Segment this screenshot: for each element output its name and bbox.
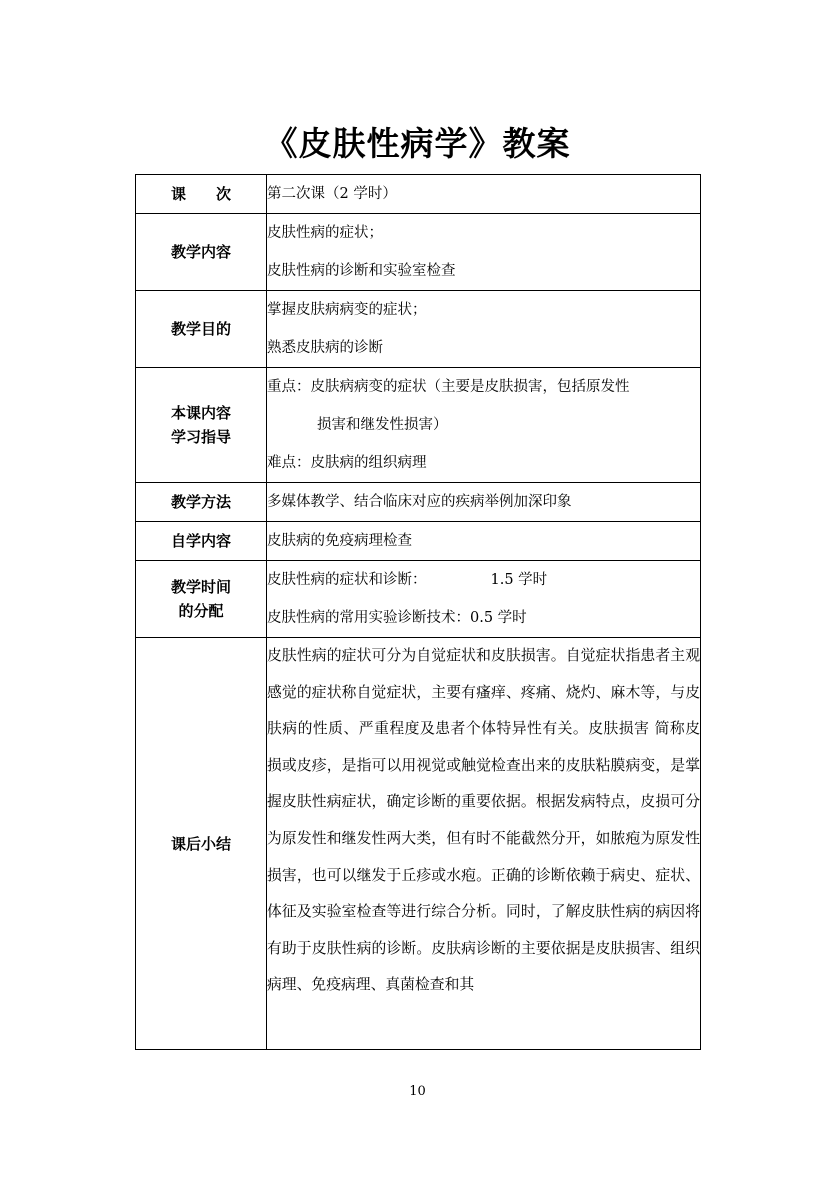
time-item-1-value: 1.5 学时: [490, 572, 548, 588]
value-content: [267, 214, 701, 291]
value-summary: [267, 638, 701, 1050]
row-summary: [136, 638, 701, 1050]
time-item-1-text: 皮肤性病的症状和诊断：: [267, 572, 427, 588]
value-time: [267, 561, 701, 638]
row-time: [136, 561, 701, 638]
label-lesson: [136, 175, 267, 214]
row-goal: [136, 291, 701, 368]
label-goal: 教学目的: [136, 291, 267, 368]
value-lesson: [267, 175, 701, 214]
label-lesson-text: 课次: [170, 185, 261, 203]
row-self-study: [136, 522, 701, 561]
row-guide: [136, 368, 701, 483]
label-method: 教学方法: [136, 483, 267, 522]
label-self-study: 自学内容: [136, 522, 267, 561]
guide-difficulty: 难点：皮肤病的组织病理: [267, 455, 427, 471]
label-time: [136, 561, 267, 638]
self-study-value-text: 皮肤病的免疫病理检查: [267, 533, 412, 549]
time-item-1: [267, 561, 700, 599]
label-summary: 课后小结: [136, 638, 267, 1050]
row-method: [136, 483, 701, 522]
label-time-line-2: 的分配: [178, 602, 224, 620]
guide-key-line-2: 损害和继发性损害）: [317, 417, 448, 433]
value-guide: [267, 368, 701, 483]
label-guide-line-1: 本课内容: [170, 404, 231, 422]
value-goal: [267, 291, 701, 368]
summary-paragraph: 皮肤性病的症状可分为自觉症状和皮肤损害。自觉症状指患者主观感觉的症状称自觉症状，主要有瘙痒、疼痛、烧灼、麻木等，与皮肤病的性质、严重程度及患者个体特异性有关。皮肤损害 简称皮损或皮疹，是指可以用视觉或触觉检查出来的皮肤粘膜病变，是掌握皮肤性病症状，确定诊断的重要依据。根据发病特点，皮损可分为原发性和继发性两大类，但有时不能截然分开，如脓疱为原发性损害，也可以继发于丘疹或水疱。正确的诊断依赖于病史、症状、体征及实验室检查等进行综合分析。同时，了解皮肤性病的病因将有助于皮肤性病的诊断。皮肤病诊断的主要依据是皮肤损害、组织病理、免疫病理、真菌检查和其: [267, 647, 700, 994]
page-number: 10: [409, 1084, 426, 1099]
time-item-2: 皮肤性病的常用实验诊断技术：0.5 学时: [267, 610, 527, 626]
label-guide: [136, 368, 267, 483]
row-lesson: [136, 175, 701, 214]
value-method: [267, 483, 701, 522]
guide-key-line-1: 重点：皮肤病病变的症状（主要是皮肤损害，包括原发性: [267, 379, 630, 395]
method-value-text: 多媒体教学、结合临床对应的疾病举例加深印象: [267, 494, 572, 510]
content-line-1: 皮肤性病的症状；: [267, 225, 383, 241]
content-line-2: 皮肤性病的诊断和实验室检查: [267, 263, 456, 279]
value-self-study: [267, 522, 701, 561]
lesson-value-text: 第二次课（2 学时）: [267, 186, 397, 202]
label-guide-line-2: 学习指导: [170, 428, 231, 446]
goal-line-1: 掌握皮肤病病变的症状；: [267, 302, 427, 318]
lesson-plan-table: [135, 174, 701, 1050]
label-time-line-1: 教学时间: [170, 578, 231, 596]
row-content: [136, 214, 701, 291]
document-title: 《皮肤性病学》教案: [264, 124, 571, 163]
goal-line-2: 熟悉皮肤病的诊断: [267, 340, 383, 356]
label-content: 教学内容: [136, 214, 267, 291]
